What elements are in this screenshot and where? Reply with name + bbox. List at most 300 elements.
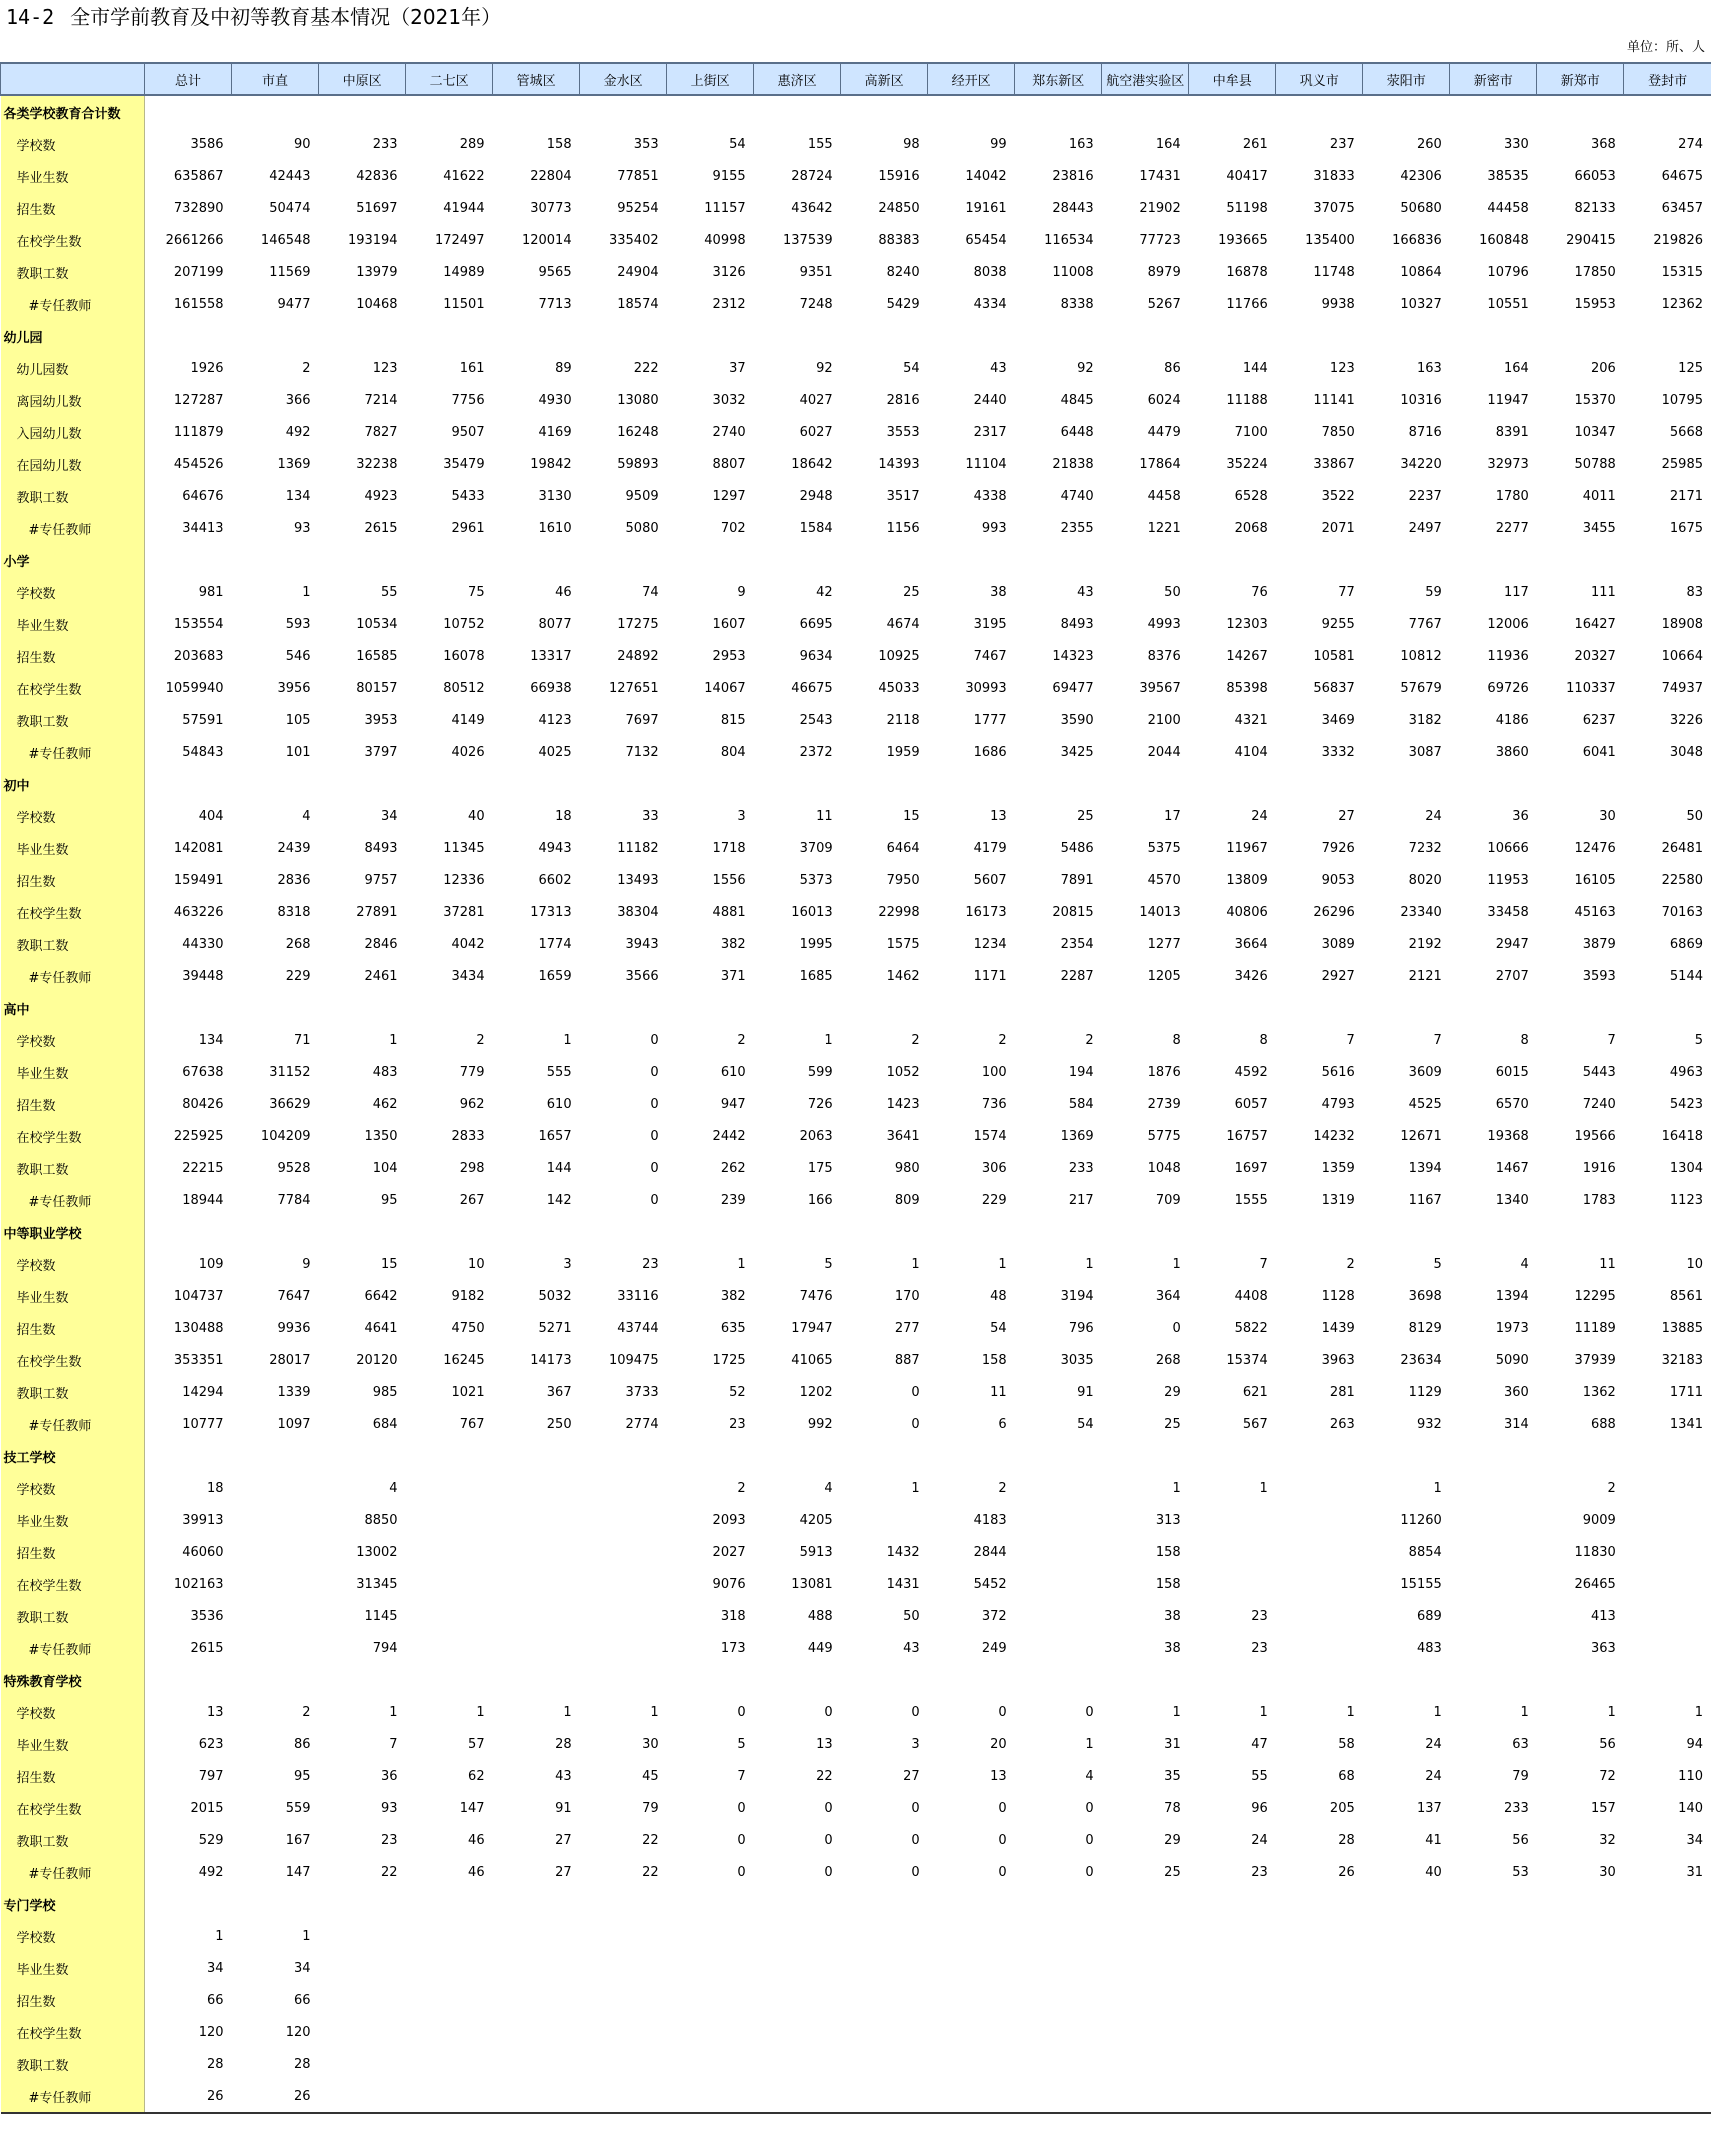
table-cell: 13 — [207, 1704, 224, 1720]
table-cell — [1276, 1920, 1363, 1952]
table-cell: 2317 — [973, 424, 1007, 440]
table-row — [1, 2048, 1711, 2080]
table-cell — [841, 1920, 928, 1952]
statistics-table — [0, 62, 1711, 2114]
table-cell: 233 — [1068, 1160, 1094, 1176]
table-cell: 4674 — [886, 616, 920, 632]
table-cell: 50 — [1164, 584, 1181, 600]
table-cell: 37281 — [443, 904, 485, 920]
table-cell: 40998 — [704, 232, 746, 248]
table-cell: 2774 — [625, 1416, 659, 1432]
row-label: 教职工数 — [1, 1824, 145, 1856]
table-row — [1, 2080, 1711, 2113]
table-cell: 0 — [998, 1832, 1007, 1848]
table-cell: 1584 — [799, 520, 833, 536]
table-row — [1, 1312, 1711, 1344]
table-cell: 17850 — [1574, 264, 1616, 280]
table-cell: 80426 — [182, 1096, 224, 1112]
column-header: 登封市 — [1624, 63, 1711, 95]
table-cell: 10796 — [1487, 264, 1529, 280]
row-label: 在校学生数 — [1, 1792, 145, 1824]
table-cell: 163 — [1416, 360, 1442, 376]
table-cell: 2461 — [364, 968, 398, 984]
table-cell: 3434 — [451, 968, 485, 984]
table-cell: 24 — [1251, 808, 1268, 824]
table-cell: 1145 — [364, 1608, 398, 1624]
table-cell: 45033 — [878, 680, 920, 696]
table-row — [1, 2016, 1711, 2048]
table-cell: 77723 — [1139, 232, 1181, 248]
table-cell: 1774 — [538, 936, 572, 952]
table-cell: 0 — [998, 1704, 1007, 1720]
table-cell: 34 — [1686, 1832, 1703, 1848]
table-cell: 95 — [294, 1768, 311, 1784]
table-cell: 10925 — [878, 648, 920, 664]
table-cell: 2354 — [1060, 936, 1094, 952]
table-cell: 11260 — [1400, 1512, 1442, 1528]
table-cell: 7926 — [1321, 840, 1355, 856]
table-row — [1, 192, 1711, 224]
table-cell: 483 — [1416, 1640, 1442, 1656]
table-cell: 54843 — [182, 744, 224, 760]
table-cell — [1624, 1504, 1711, 1536]
table-cell: 37 — [729, 360, 746, 376]
table-cell: 9936 — [277, 1320, 311, 1336]
table-cell: 18908 — [1661, 616, 1703, 632]
table-cell: 6570 — [1495, 1096, 1529, 1112]
table-row — [1, 1408, 1711, 1440]
table-cell: 981 — [198, 584, 224, 600]
table-cell: 1685 — [799, 968, 833, 984]
table-cell: 1 — [998, 1256, 1007, 1272]
table-cell: 18 — [207, 1480, 224, 1496]
table-cell: 1221 — [1147, 520, 1181, 536]
table-cell: 2442 — [712, 1128, 746, 1144]
table-cell: 2372 — [799, 744, 833, 760]
table-cell: 17431 — [1139, 168, 1181, 184]
table-cell: 621 — [1242, 1384, 1268, 1400]
table-cell: 809 — [894, 1192, 920, 1208]
table-cell: 31 — [1686, 1864, 1703, 1880]
table-cell — [1189, 2016, 1276, 2048]
table-cell: 39567 — [1139, 680, 1181, 696]
table-cell — [1276, 1984, 1363, 2016]
table-cell: 31152 — [269, 1064, 311, 1080]
table-cell: 104737 — [173, 1288, 224, 1304]
table-cell: 3943 — [625, 936, 659, 952]
table-cell: 2277 — [1495, 520, 1529, 536]
table-cell: 28 — [1338, 1832, 1355, 1848]
table-cell: 463226 — [173, 904, 224, 920]
table-cell: 4321 — [1234, 712, 1268, 728]
table-cell: 51198 — [1226, 200, 1268, 216]
table-cell: 689 — [1416, 1608, 1442, 1624]
table-cell: 173 — [720, 1640, 746, 1656]
section-spacer — [145, 320, 1711, 352]
table-cell: 76 — [1251, 584, 1268, 600]
table-cell: 34 — [207, 1960, 224, 1976]
table-cell: 1467 — [1495, 1160, 1529, 1176]
table-cell: 8807 — [712, 456, 746, 472]
table-cell: 4793 — [1321, 1096, 1355, 1112]
table-cell: 2947 — [1495, 936, 1529, 952]
table-cell: 1234 — [973, 936, 1007, 952]
table-cell: 330 — [1503, 136, 1529, 152]
table-cell — [1189, 2048, 1276, 2080]
table-cell: 9507 — [451, 424, 485, 440]
table-cell: 6528 — [1234, 488, 1268, 504]
table-cell: 5271 — [538, 1320, 572, 1336]
table-cell: 41065 — [791, 1352, 833, 1368]
table-cell — [1363, 1952, 1450, 1984]
table-cell: 3698 — [1408, 1288, 1442, 1304]
unit-label: 单位：所、人 — [1626, 40, 1705, 55]
table-cell: 0 — [998, 1800, 1007, 1816]
table-cell — [928, 1984, 1015, 2016]
table-cell: 274 — [1678, 136, 1703, 152]
table-cell: 8979 — [1147, 264, 1181, 280]
table-cell: 105 — [285, 712, 311, 728]
table-cell: 33458 — [1487, 904, 1529, 920]
table-cell — [667, 2080, 754, 2113]
table-cell: 1 — [1433, 1704, 1442, 1720]
table-cell: 736 — [981, 1096, 1007, 1112]
table-cell: 268 — [1155, 1352, 1181, 1368]
table-cell: 0 — [824, 1832, 833, 1848]
section-row — [1, 95, 1711, 128]
table-cell: 3609 — [1408, 1064, 1442, 1080]
table-cell: 1362 — [1582, 1384, 1616, 1400]
table-cell: 127651 — [608, 680, 659, 696]
table-cell: 5423 — [1669, 1096, 1703, 1112]
table-cell — [406, 1472, 493, 1504]
table-cell — [1102, 2016, 1189, 2048]
row-label: 学校数 — [1, 1248, 145, 1280]
table-cell: 767 — [459, 1416, 485, 1432]
table-cell: 58 — [1338, 1736, 1355, 1752]
table-cell — [319, 1984, 406, 2016]
table-cell: 2948 — [799, 488, 833, 504]
table-cell: 13080 — [617, 392, 659, 408]
table-cell — [754, 2080, 841, 2113]
table-cell: 1340 — [1495, 1192, 1529, 1208]
table-cell: 335402 — [608, 232, 659, 248]
table-cell: 932 — [1416, 1416, 1442, 1432]
table-cell: 31833 — [1313, 168, 1355, 184]
table-cell: 90 — [294, 136, 311, 152]
section-spacer — [145, 1888, 1711, 1920]
table-cell: 193665 — [1218, 232, 1268, 248]
table-cell — [493, 1568, 580, 1600]
table-cell: 15374 — [1226, 1352, 1268, 1368]
table-cell: 2118 — [886, 712, 920, 728]
table-cell: 8020 — [1408, 872, 1442, 888]
row-label: 招生数 — [1, 1984, 145, 2016]
table-cell — [841, 2080, 928, 2113]
table-cell: 4 — [389, 1480, 398, 1496]
table-cell: 16878 — [1226, 264, 1268, 280]
table-cell: 100 — [981, 1064, 1007, 1080]
table-row — [1, 1152, 1711, 1184]
table-cell: 2707 — [1495, 968, 1529, 984]
table-cell: 3879 — [1582, 936, 1616, 952]
table-cell: 1610 — [538, 520, 572, 536]
column-header: 中牟县 — [1189, 63, 1276, 95]
table-cell: 709 — [1155, 1192, 1181, 1208]
table-cell: 194 — [1068, 1064, 1094, 1080]
table-cell: 1574 — [973, 1128, 1007, 1144]
table-cell — [1276, 2080, 1363, 2113]
table-cell: 1777 — [973, 712, 1007, 728]
table-cell: 23 — [381, 1832, 398, 1848]
table-row — [1, 1024, 1711, 1056]
table-cell: 0 — [737, 1800, 746, 1816]
table-cell: 38 — [990, 584, 1007, 600]
table-cell — [1537, 2016, 1624, 2048]
table-row — [1, 352, 1711, 384]
table-cell — [493, 2016, 580, 2048]
table-cell: 13885 — [1661, 1320, 1703, 1336]
table-cell: 11189 — [1574, 1320, 1616, 1336]
column-header: 中原区 — [319, 63, 406, 95]
table-cell: 9477 — [277, 296, 311, 312]
table-cell: 1123 — [1669, 1192, 1703, 1208]
table-cell: 2439 — [277, 840, 311, 856]
table-row — [1, 832, 1711, 864]
table-cell: 8376 — [1147, 648, 1181, 664]
table-cell: 1697 — [1234, 1160, 1268, 1176]
table-cell — [406, 1920, 493, 1952]
table-cell: 9155 — [712, 168, 746, 184]
table-cell — [493, 1472, 580, 1504]
table-cell — [841, 1984, 928, 2016]
table-cell: 51697 — [356, 200, 398, 216]
table-cell: 4183 — [973, 1512, 1007, 1528]
table-cell — [1276, 1472, 1363, 1504]
table-cell — [406, 1536, 493, 1568]
table-cell: 1926 — [190, 360, 224, 376]
table-cell: 2063 — [799, 1128, 833, 1144]
table-cell: 8716 — [1408, 424, 1442, 440]
table-cell: 559 — [285, 1800, 311, 1816]
table-cell: 45 — [642, 1768, 659, 1784]
table-row — [1, 960, 1711, 992]
table-cell — [1450, 1536, 1537, 1568]
table-cell: 21838 — [1052, 456, 1094, 472]
table-cell: 72 — [1599, 1768, 1616, 1784]
table-cell: 30993 — [965, 680, 1007, 696]
table-cell — [1189, 1536, 1276, 1568]
table-cell: 27 — [555, 1832, 572, 1848]
table-cell: 14013 — [1139, 904, 1181, 920]
table-cell: 623 — [198, 1736, 224, 1752]
table-cell: 353 — [633, 136, 659, 152]
table-row — [1, 256, 1711, 288]
table-cell: 59 — [1425, 584, 1442, 600]
table-cell: 15 — [381, 1256, 398, 1272]
table-cell: 46 — [468, 1832, 485, 1848]
table-cell: 19368 — [1487, 1128, 1529, 1144]
table-cell: 62 — [468, 1768, 485, 1784]
table-cell: 14267 — [1226, 648, 1268, 664]
table-cell: 314 — [1503, 1416, 1529, 1432]
table-cell: 11830 — [1574, 1544, 1616, 1560]
table-cell — [1450, 1632, 1537, 1664]
table-cell: 63 — [1512, 1736, 1529, 1752]
table-cell: 15155 — [1400, 1576, 1442, 1592]
table-cell: 1 — [650, 1704, 659, 1720]
table-cell: 10468 — [356, 296, 398, 312]
table-cell: 34413 — [182, 520, 224, 536]
table-cell: 0 — [650, 1128, 659, 1144]
table-cell: 146548 — [260, 232, 311, 248]
table-cell: 98 — [903, 136, 920, 152]
table-cell: 64676 — [182, 488, 224, 504]
table-cell: 28724 — [791, 168, 833, 184]
table-cell: 18574 — [617, 296, 659, 312]
table-cell: 3522 — [1321, 488, 1355, 504]
table-cell: 1167 — [1408, 1192, 1442, 1208]
table-cell: 46 — [468, 1864, 485, 1880]
table-cell — [232, 1536, 319, 1568]
table-cell: 11182 — [617, 840, 659, 856]
table-cell: 10666 — [1487, 840, 1529, 856]
table-cell — [1450, 2016, 1537, 2048]
table-cell: 796 — [1068, 1320, 1094, 1336]
table-cell: 11 — [990, 1384, 1007, 1400]
table-cell: 57679 — [1400, 680, 1442, 696]
table-cell: 36629 — [269, 1096, 311, 1112]
table-cell: 3426 — [1234, 968, 1268, 984]
table-cell: 50788 — [1574, 456, 1616, 472]
table-cell: 158 — [981, 1352, 1007, 1368]
table-cell: 567 — [1242, 1416, 1268, 1432]
table-row — [1, 800, 1711, 832]
table-cell: 993 — [981, 520, 1007, 536]
table-cell: 7 — [1433, 1032, 1442, 1048]
table-cell: 4408 — [1234, 1288, 1268, 1304]
row-label: 离园幼儿数 — [1, 384, 145, 416]
table-cell: 53 — [1512, 1864, 1529, 1880]
table-cell: 123 — [1329, 360, 1355, 376]
table-cell: 7784 — [277, 1192, 311, 1208]
table-number: 14-2 — [6, 5, 55, 29]
table-cell: 4042 — [451, 936, 485, 952]
table-row — [1, 928, 1711, 960]
table-cell — [1450, 1568, 1537, 1600]
table-cell: 2 — [998, 1480, 1007, 1496]
table-cell — [1624, 2016, 1711, 2048]
table-cell: 8854 — [1408, 1544, 1442, 1560]
table-cell: 7232 — [1408, 840, 1442, 856]
table-row — [1, 896, 1711, 928]
table-title: 全市学前教育及中初等教育基本情况（2021年） — [70, 5, 502, 29]
table-row — [1, 1952, 1711, 1984]
row-label: 毕业生数 — [1, 1056, 145, 1088]
table-cell — [1363, 2016, 1450, 2048]
table-cell: 110337 — [1566, 680, 1616, 696]
table-cell: 54 — [729, 136, 746, 152]
table-cell: 52 — [729, 1384, 746, 1400]
column-header: 荥阳市 — [1363, 63, 1450, 95]
table-cell: 28443 — [1052, 200, 1094, 216]
table-cell: 239 — [720, 1192, 746, 1208]
table-cell: 797 — [198, 1768, 224, 1784]
table-cell — [754, 1984, 841, 2016]
table-cell: 50 — [1686, 808, 1703, 824]
table-cell: 65454 — [965, 232, 1007, 248]
table-cell: 1202 — [799, 1384, 833, 1400]
table-cell: 5668 — [1669, 424, 1703, 440]
table-cell: 8318 — [277, 904, 311, 920]
table-cell: 12476 — [1574, 840, 1616, 856]
table-cell: 96 — [1251, 1800, 1268, 1816]
section-title: 小学 — [1, 544, 145, 576]
table-cell: 11 — [1599, 1256, 1616, 1272]
table-cell: 86 — [294, 1736, 311, 1752]
table-cell: 2739 — [1147, 1096, 1181, 1112]
table-cell: 6057 — [1234, 1096, 1268, 1112]
table-row — [1, 1280, 1711, 1312]
table-cell: 3641 — [886, 1128, 920, 1144]
table-cell: 2071 — [1321, 520, 1355, 536]
table-cell — [1450, 1984, 1537, 2016]
table-cell: 3332 — [1321, 744, 1355, 760]
table-cell: 0 — [650, 1032, 659, 1048]
table-cell: 16248 — [617, 424, 659, 440]
table-cell: 290415 — [1566, 232, 1616, 248]
table-cell: 40 — [1425, 1864, 1442, 1880]
table-cell: 0 — [1085, 1800, 1094, 1816]
table-cell: 1 — [911, 1256, 920, 1272]
table-cell: 11748 — [1313, 264, 1355, 280]
table-cell: 1 — [1172, 1480, 1181, 1496]
table-cell: 3425 — [1060, 744, 1094, 760]
table-cell: 5775 — [1147, 1128, 1181, 1144]
table-cell — [493, 2048, 580, 2080]
table-cell: 134 — [198, 1032, 224, 1048]
table-cell: 161558 — [173, 296, 224, 312]
row-label: 教职工数 — [1, 2048, 145, 2080]
table-cell: 13809 — [1226, 872, 1268, 888]
table-cell: 8850 — [364, 1512, 398, 1528]
table-cell — [1624, 1632, 1711, 1664]
table-cell: 111879 — [173, 424, 224, 440]
table-cell: 11345 — [443, 840, 485, 856]
table-cell: 3195 — [973, 616, 1007, 632]
table-cell: 3 — [563, 1256, 572, 1272]
table-cell — [406, 1984, 493, 2016]
table-cell: 1 — [1694, 1704, 1703, 1720]
table-cell: 11766 — [1226, 296, 1268, 312]
table-cell: 83 — [1686, 584, 1703, 600]
table-cell: 34 — [381, 808, 398, 824]
table-cell — [1363, 2080, 1450, 2113]
table-cell: 10752 — [443, 616, 485, 632]
table-cell: 16245 — [443, 1352, 485, 1368]
row-label: 教职工数 — [1, 1376, 145, 1408]
table-cell: 166 — [807, 1192, 833, 1208]
table-cell: 7240 — [1582, 1096, 1616, 1112]
table-cell: 36 — [381, 1768, 398, 1784]
table-cell: 16013 — [791, 904, 833, 920]
table-cell: 104 — [372, 1160, 398, 1176]
row-label: 毕业生数 — [1, 160, 145, 192]
table-cell — [1537, 1952, 1624, 1984]
table-cell: 34 — [294, 1960, 311, 1976]
table-cell: 1277 — [1147, 936, 1181, 952]
table-cell — [232, 1504, 319, 1536]
